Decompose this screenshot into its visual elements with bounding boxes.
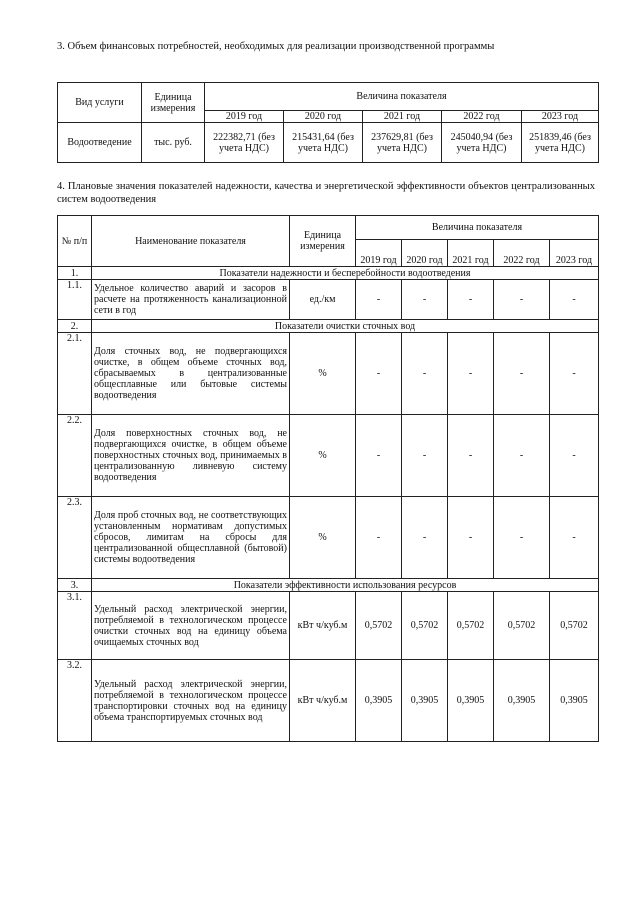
row-num: 3.1. [58, 592, 92, 660]
header-year: 2020 год [402, 240, 448, 267]
header-value: Величина показателя [356, 216, 599, 240]
indicator-value: 0,3905 [494, 660, 550, 742]
group-num: 2. [58, 320, 92, 333]
indicator-unit: кВт ч/куб.м [290, 592, 356, 660]
indicator-value: 0,5702 [448, 592, 494, 660]
indicator-value: 0,5702 [402, 592, 448, 660]
indicator-unit: % [290, 333, 356, 415]
indicator-value: - [550, 415, 599, 497]
indicator-value: - [402, 497, 448, 579]
value-cell: 215431,64 (без учета НДС) [284, 123, 363, 163]
indicator-value: - [494, 280, 550, 320]
header-year: 2022 год [494, 240, 550, 267]
indicator-value: - [356, 497, 402, 579]
indicator-name: Доля сточных вод, не подвергающихся очистке, в общем объеме сточных вод, сбрасываемых в централизованные общесплавные или бытовые системы водоотведения [92, 333, 290, 415]
header-service: Вид услуги [58, 83, 142, 123]
indicator-value: - [402, 333, 448, 415]
indicator-value: - [448, 280, 494, 320]
value-cell: 245040,94 (без учета НДС) [442, 123, 522, 163]
header-year: 2022 год [442, 111, 522, 123]
header-year: 2023 год [522, 111, 599, 123]
row-num: 2.2. [58, 415, 92, 497]
indicator-value: - [448, 497, 494, 579]
indicator-value: - [494, 333, 550, 415]
indicator-name: Удельное количество аварий и засоров в расчете на протяженность канализационной сети в год [92, 280, 290, 320]
value-cell: 222382,71 (без учета НДС) [205, 123, 284, 163]
group-title: Показатели эффективности использования ресурсов [92, 579, 599, 592]
header-value: Величина показателя [205, 83, 599, 111]
section-3-heading: 3. Объем финансовых потребностей, необходимых для реализации производственной программы [57, 41, 495, 52]
indicator-value: - [356, 333, 402, 415]
indicator-value: - [402, 280, 448, 320]
group-num: 3. [58, 579, 92, 592]
row-num: 3.2. [58, 660, 92, 742]
indicator-value: 0,3905 [448, 660, 494, 742]
group-title: Показатели очистки сточных вод [92, 320, 599, 333]
header-year: 2019 год [356, 240, 402, 267]
header-year: 2021 год [363, 111, 442, 123]
group-title: Показатели надежности и бесперебойности водоотведения [92, 267, 599, 280]
indicator-value: - [550, 333, 599, 415]
indicator-name: Удельный расход электрической энергии, потребляемой в технологическом процессе очистки сточных вод на единицу объема очищаемых сточных вод [92, 592, 290, 660]
indicator-value: - [448, 333, 494, 415]
header-unit: Единица измерения [290, 216, 356, 267]
financial-needs-table [57, 82, 599, 163]
value-cell: 237629,81 (без учета НДС) [363, 123, 442, 163]
service-cell: Водоотведение [58, 123, 142, 163]
header-year: 2021 год [448, 240, 494, 267]
header-unit: Единица измерения [142, 83, 205, 123]
indicator-value: 0,3905 [356, 660, 402, 742]
row-num: 1.1. [58, 280, 92, 320]
indicator-value: - [356, 415, 402, 497]
section-4-heading: 4. Плановые значения показателей надежности, качества и энергетической эффективности объектов централизованных систем водоотведения [57, 181, 595, 205]
unit-cell: тыс. руб. [142, 123, 205, 163]
indicator-value: - [402, 415, 448, 497]
value-cell: 251839,46 (без учета НДС) [522, 123, 599, 163]
indicator-unit: ед./км [290, 280, 356, 320]
group-num: 1. [58, 267, 92, 280]
indicator-name: Удельный расход электрической энергии, потребляемой в технологическом процессе транспортировки сточных вод на единицу объема транспортируемых сточных вод [92, 660, 290, 742]
indicator-unit: кВт ч/куб.м [290, 660, 356, 742]
indicator-value: - [494, 497, 550, 579]
indicator-value: - [448, 415, 494, 497]
indicator-value: - [550, 497, 599, 579]
row-num: 2.3. [58, 497, 92, 579]
header-num: № п/п [58, 216, 92, 267]
header-year: 2023 год [550, 240, 599, 267]
indicator-unit: % [290, 497, 356, 579]
header-year: 2020 год [284, 111, 363, 123]
indicator-value: 0,3905 [402, 660, 448, 742]
header-year: 2019 год [205, 111, 284, 123]
indicator-name: Доля поверхностных сточных вод, не подвергающихся очистке, в общем объеме поверхностных сточных вод, принимаемых в централизованную ливневую систему водоотведения [92, 415, 290, 497]
indicator-value: 0,5702 [356, 592, 402, 660]
header-name: Наименование показателя [92, 216, 290, 267]
row-num: 2.1. [58, 333, 92, 415]
indicator-value: 0,3905 [550, 660, 599, 742]
indicator-value: 0,5702 [550, 592, 599, 660]
indicator-value: 0,5702 [494, 592, 550, 660]
indicators-table [57, 215, 599, 742]
indicator-value: - [550, 280, 599, 320]
indicator-name: Доля проб сточных вод, не соответствующих установленным нормативам допустимых сбросов, лимитам на сбросы для централизованной общесплавной (бытовой) системы водоотведения [92, 497, 290, 579]
indicator-unit: % [290, 415, 356, 497]
indicator-value: - [356, 280, 402, 320]
indicator-value: - [494, 415, 550, 497]
